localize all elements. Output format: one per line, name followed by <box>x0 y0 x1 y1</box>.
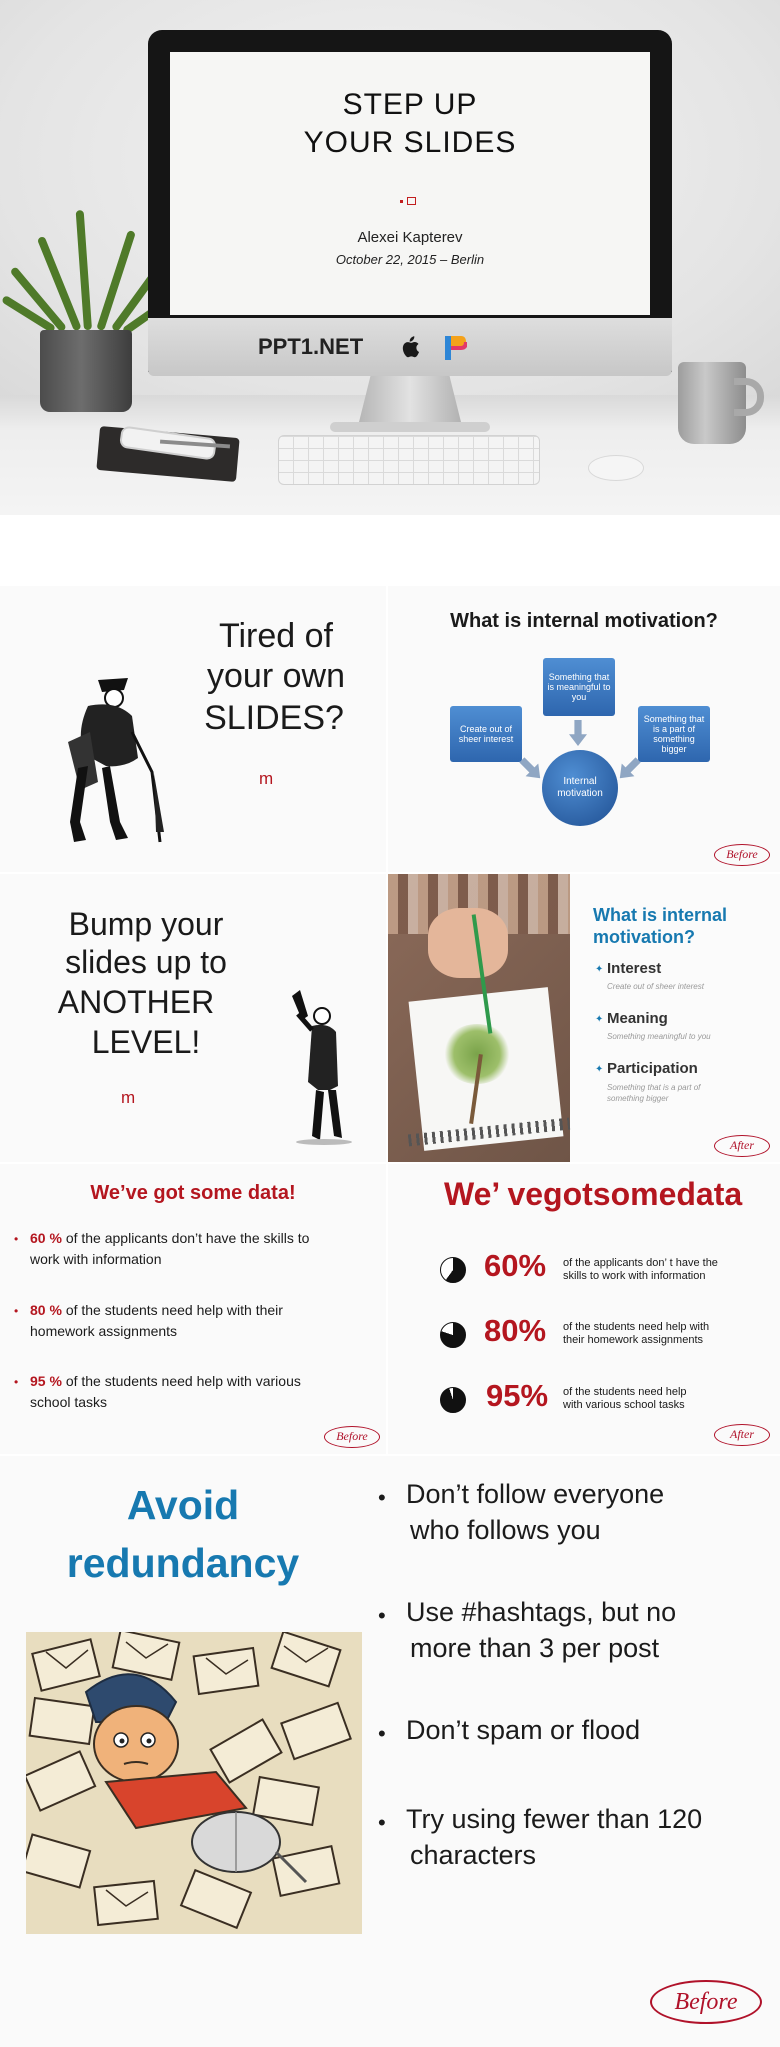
slide6-row2-line2: their homework assignments <box>563 1334 704 1346</box>
slide6-row1-pct: 60% <box>484 1248 547 1283</box>
slide3-line2: slides up to <box>65 944 227 980</box>
bullet-dot-icon: • <box>14 1375 19 1389</box>
slide5-bullet3-line2: school tasks <box>30 1394 108 1410</box>
slide7-bullet4-line1: Try using fewer than 120 <box>406 1804 703 1834</box>
bullet-dot-icon: • <box>378 1485 386 1510</box>
slide5-bullet1-line1: of the applicants don’t have the skills to <box>65 1230 310 1246</box>
after-stamp: After <box>714 1135 770 1157</box>
bullet-dot-icon: • <box>14 1304 19 1318</box>
painting-hand-photo <box>388 874 570 1162</box>
slide3-line3: ANOTHER <box>57 984 215 1020</box>
plant-pot <box>40 330 132 412</box>
hero-date-place: October 22, 2015 – Berlin <box>335 252 485 267</box>
slide-motivation-before <box>388 586 780 872</box>
slide5-bullet1-pct: 60 % <box>30 1230 62 1246</box>
slide7-bullet2-line1: Use #hashtags, but no <box>406 1597 677 1627</box>
slide5-bullet3-pct: 95 % <box>30 1373 62 1389</box>
slide3-line1: Bump your <box>68 906 224 942</box>
red-outline-square-icon <box>407 197 416 205</box>
slide-tired <box>0 586 386 872</box>
slide4-item3-label: Participation <box>607 1060 698 1077</box>
slide-avoid-redundancy <box>0 1456 780 2047</box>
arrow-down-icon <box>569 720 587 746</box>
bullet-dot-icon: • <box>378 1810 386 1835</box>
slide4-item3-sub: Something that is a part of something bigger <box>607 1083 701 1103</box>
slide5-bullet1-line2: work with information <box>30 1251 162 1267</box>
slide7-bullet4-line2: characters <box>410 1840 537 1870</box>
slide5-title: We’ve got some data! <box>90 1182 296 1204</box>
slide5-bullet3-line1: of the students need help with various <box>65 1373 301 1389</box>
slide6-row1-line2: skills to work with information <box>563 1270 706 1282</box>
red-square-icon <box>400 200 403 203</box>
hero-slide-title-line1: STEP UP <box>342 88 478 121</box>
motivation-box-top: Something that is meaningful to you <box>543 658 615 716</box>
brand-label: PPT1.NET <box>258 334 364 359</box>
before-stamp: Before <box>650 1980 762 2024</box>
slide3-line4: LEVEL! <box>91 1024 201 1060</box>
slide5-bullet2-line2: homework assignments <box>30 1323 178 1339</box>
slide1-mark: m <box>259 769 274 788</box>
old-man-illustration-icon <box>28 672 178 847</box>
slide3-mark: m <box>121 1088 136 1107</box>
slide7-title-line1: Avoid <box>126 1482 240 1528</box>
monitor-screen <box>170 52 650 315</box>
slide6-title: We’ vegotsomedata <box>444 1176 743 1212</box>
slide1-line1: Tired of <box>218 617 333 655</box>
slide5-bullet2-pct: 80 % <box>30 1302 62 1318</box>
slide4-item2-label: Meaning <box>607 1010 668 1027</box>
sparkle-icon: ✦ <box>595 1014 604 1025</box>
keyboard-icon <box>278 435 540 485</box>
hero-slide-title-line2: YOUR SLIDES <box>303 126 517 159</box>
sparkle-icon: ✦ <box>595 1064 604 1075</box>
slide7-bullet2-line2: more than 3 per post <box>410 1633 660 1663</box>
motivation-center-circle: Internal motivation <box>542 750 618 826</box>
monitor-stand <box>358 376 462 426</box>
gentleman-illustration-icon <box>272 986 362 1146</box>
motivation-box-left: Create out of sheer interest <box>450 706 522 762</box>
slide5-bullet1 <box>30 1228 380 1249</box>
slide4-item2-sub: Something meaningful to you <box>607 1032 711 1041</box>
slide-data-before <box>0 1164 386 1454</box>
slide6-row2-line1: of the students need help with <box>563 1321 710 1333</box>
slide6-row3-line1: of the students need help <box>563 1386 687 1398</box>
slide6-row3-pct: 95% <box>486 1378 549 1413</box>
slide-motivation-after <box>388 874 780 1162</box>
slide-data-after <box>388 1164 780 1454</box>
slide-bump <box>0 874 386 1162</box>
slide1-line3: SLIDES? <box>204 699 344 737</box>
slide2-title: What is internal motivation? <box>450 610 718 632</box>
slide7-bullet1-line2: who follows you <box>410 1515 601 1545</box>
slide4-item1-sub: Create out of sheer interest <box>607 982 704 991</box>
slide7-bullet1-line1: Don’t follow everyone <box>406 1479 665 1509</box>
mouse-icon <box>588 455 644 481</box>
slide1-line2: your own <box>207 657 345 695</box>
before-stamp: Before <box>714 844 770 866</box>
slide7-bullet3-line1: Don’t spam or flood <box>406 1715 641 1745</box>
motivation-box-right: Something that is a part of something bigger <box>638 706 710 762</box>
bullet-dot-icon: • <box>14 1232 19 1246</box>
bullet-dot-icon: • <box>378 1721 386 1746</box>
slide5-bullet2 <box>30 1300 380 1321</box>
hero-author: Alexei Kapterev <box>357 229 463 246</box>
slide5-bullet3 <box>30 1371 380 1392</box>
pie-80-icon <box>440 1322 466 1348</box>
slide6-row3-line2: with various school tasks <box>563 1399 685 1411</box>
slide7-title-line2: redundancy <box>66 1540 300 1586</box>
hero-mockup-image <box>0 0 780 515</box>
envelope-flood-illustration-icon <box>26 1632 362 1934</box>
slide5-bullet2-line1: of the students need help with their <box>65 1302 283 1318</box>
slide6-row2-pct: 80% <box>484 1313 547 1348</box>
monitor-foot <box>330 422 490 432</box>
slide6-row1-line1: of the applicants don’ t have the <box>563 1257 718 1269</box>
sparkle-icon: ✦ <box>595 964 604 975</box>
after-stamp: After <box>714 1424 770 1446</box>
slide4-item1-label: Interest <box>607 960 662 977</box>
before-stamp: Before <box>324 1426 380 1448</box>
slide4-title: What is internal motivation? <box>593 905 728 947</box>
pie-60-icon <box>440 1257 466 1283</box>
apple-logo-icon <box>400 336 420 358</box>
bullet-dot-icon: • <box>378 1603 386 1628</box>
pie-95-icon <box>440 1387 466 1413</box>
ppt-logo-icon <box>441 334 467 362</box>
